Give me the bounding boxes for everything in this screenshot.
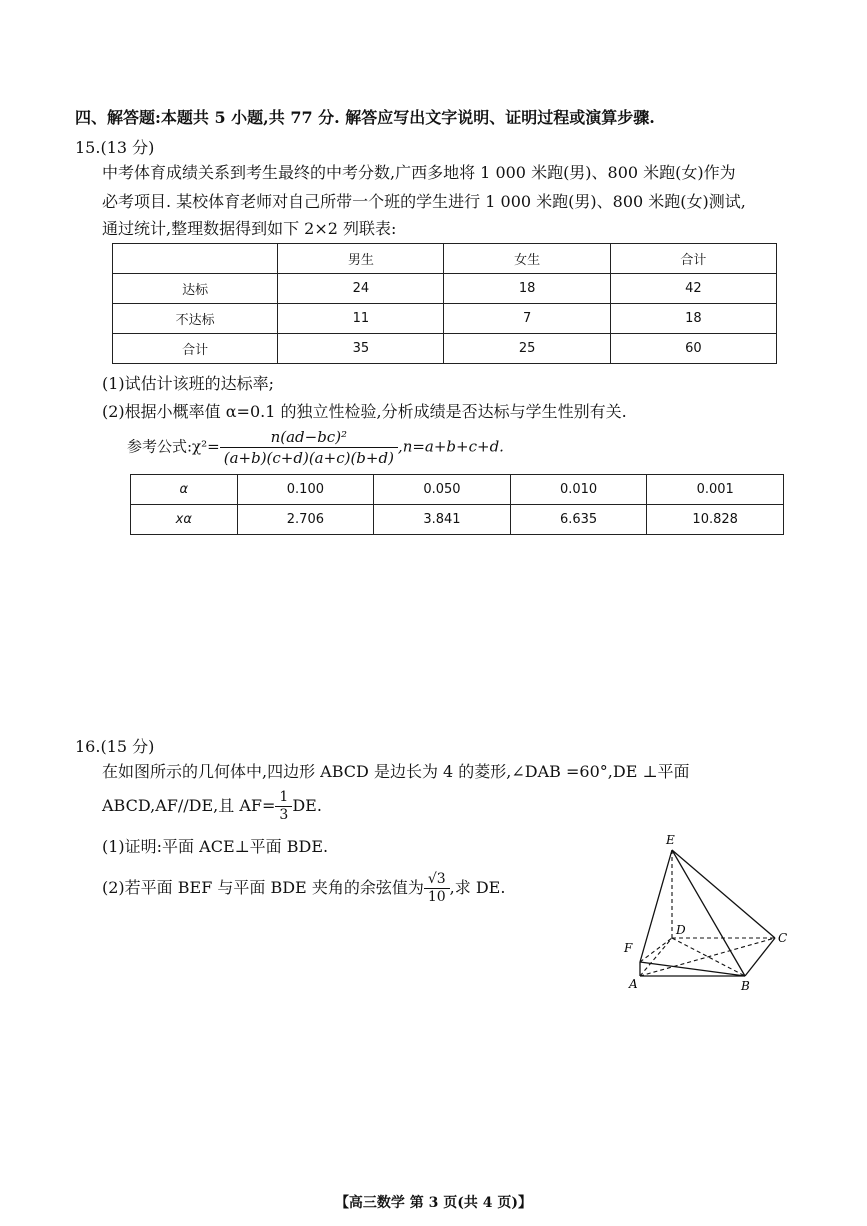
edge-EC: [672, 850, 775, 938]
q16-part-2: [102, 872, 505, 905]
table-cell: 0.100: [237, 475, 374, 505]
fraction-numerator: √3: [424, 872, 450, 889]
table-cell: 25: [444, 334, 610, 364]
table-cell: 10.828: [647, 505, 784, 535]
table-cell: 6.635: [510, 505, 647, 535]
edge-FB: [640, 962, 745, 976]
edge-AC-hidden: [640, 938, 775, 976]
table-row: [113, 304, 777, 334]
table-cell: 18: [444, 274, 610, 304]
vertex-label-C: C: [778, 931, 788, 945]
vertex-label-B: B: [741, 979, 750, 993]
table-row: [131, 505, 784, 535]
table-cell: 7: [444, 304, 610, 334]
geometry-figure: [615, 828, 805, 998]
q16-part-1: (1)证明:平面 ACE⊥平面 BDE.: [102, 837, 329, 856]
table-cell: 18: [610, 304, 776, 334]
table-cell: 42: [610, 274, 776, 304]
table-header-cell: 女生: [444, 244, 610, 274]
q15-line-2: 必考项目. 某校体育老师对自己所带一个班的学生进行 1 000 米跑(男)、800 米跑(女)测试,: [102, 192, 746, 211]
table-cell: 不达标: [113, 304, 278, 334]
table-header-cell: [113, 244, 278, 274]
table-cell: xα: [131, 505, 238, 535]
table-cell: 合计: [113, 334, 278, 364]
vertex-label-A: A: [629, 977, 638, 991]
vertex-label-E: E: [666, 833, 675, 847]
fraction-denominator: 3: [279, 807, 289, 823]
table-header-cell: 男生: [278, 244, 444, 274]
table-cell: 11: [278, 304, 444, 334]
q16-line-1: 在如图所示的几何体中,四边形 ABCD 是边长为 4 的菱形,∠DAB =60°,DE ⊥平面: [102, 762, 690, 781]
table-row: [131, 475, 784, 505]
formula-fraction: [220, 428, 398, 467]
q16-line-2-text-a: ABCD,AF//DE,且 AF=: [102, 796, 276, 815]
q15-part-2: (2)根据小概率值 α=0.1 的独立性检验,分析成绩是否达标与学生性别有关.: [102, 402, 627, 421]
section-title: 四、解答题:本题共 5 小题,共 77 分. 解答应写出文字说明、证明过程或演算步骤.: [75, 108, 655, 127]
formula-suffix: ,n=a+b+c+d.: [397, 437, 504, 456]
formula-numerator: n(ad−bc)²: [220, 428, 398, 448]
q15-number: 15.(13 分): [75, 138, 155, 157]
fraction-denominator: 10: [427, 889, 446, 905]
table-header-cell: 合计: [610, 244, 776, 274]
page-footer: 【高三数学 第 3 页(共 4 页)】: [334, 1195, 533, 1211]
vertex-label-F: F: [624, 941, 633, 955]
edge-FD-hidden: [640, 938, 672, 962]
edge-BC: [745, 938, 775, 976]
q15-line-1: 中考体育成绩关系到考生最终的中考分数,广西多地将 1 000 米跑(男)、800 米跑(女)作为: [102, 163, 736, 182]
table-cell: 60: [610, 334, 776, 364]
table-cell: α: [131, 475, 238, 505]
table-row: [113, 334, 777, 364]
table-cell: 达标: [113, 274, 278, 304]
table-cell: 0.050: [374, 475, 511, 505]
q15-part-1: (1)试估计该班的达标率;: [102, 374, 275, 393]
table-cell: 24: [278, 274, 444, 304]
contingency-table: [112, 243, 777, 364]
q16-line-2: [102, 790, 322, 823]
fraction-numerator: 1: [275, 790, 292, 807]
alpha-table: [130, 474, 784, 535]
vertex-label-D: D: [676, 923, 686, 937]
reference-formula: [127, 428, 504, 467]
table-cell: 0.010: [510, 475, 647, 505]
formula-denominator: (a+b)(c+d)(a+c)(b+d): [223, 449, 394, 467]
q16-part-2-text-b: ,求 DE.: [449, 878, 506, 897]
q16-number: 16.(15 分): [75, 737, 155, 756]
table-cell: 0.001: [647, 475, 784, 505]
table-row: [113, 274, 777, 304]
edge-EF: [640, 850, 672, 962]
fraction-one-third: [275, 790, 292, 823]
table-cell: 35: [278, 334, 444, 364]
formula-prefix: 参考公式:χ²=: [127, 437, 220, 456]
table-cell: 3.841: [374, 505, 511, 535]
table-cell: 2.706: [237, 505, 374, 535]
fraction-cosine: [424, 872, 450, 905]
q16-line-2-text-b: DE.: [292, 796, 322, 815]
q15-line-3: 通过统计,整理数据得到如下 2×2 列联表:: [102, 219, 397, 238]
q16-part-2-text-a: (2)若平面 BEF 与平面 BDE 夹角的余弦值为: [102, 878, 424, 897]
table-header-row: [113, 244, 777, 274]
